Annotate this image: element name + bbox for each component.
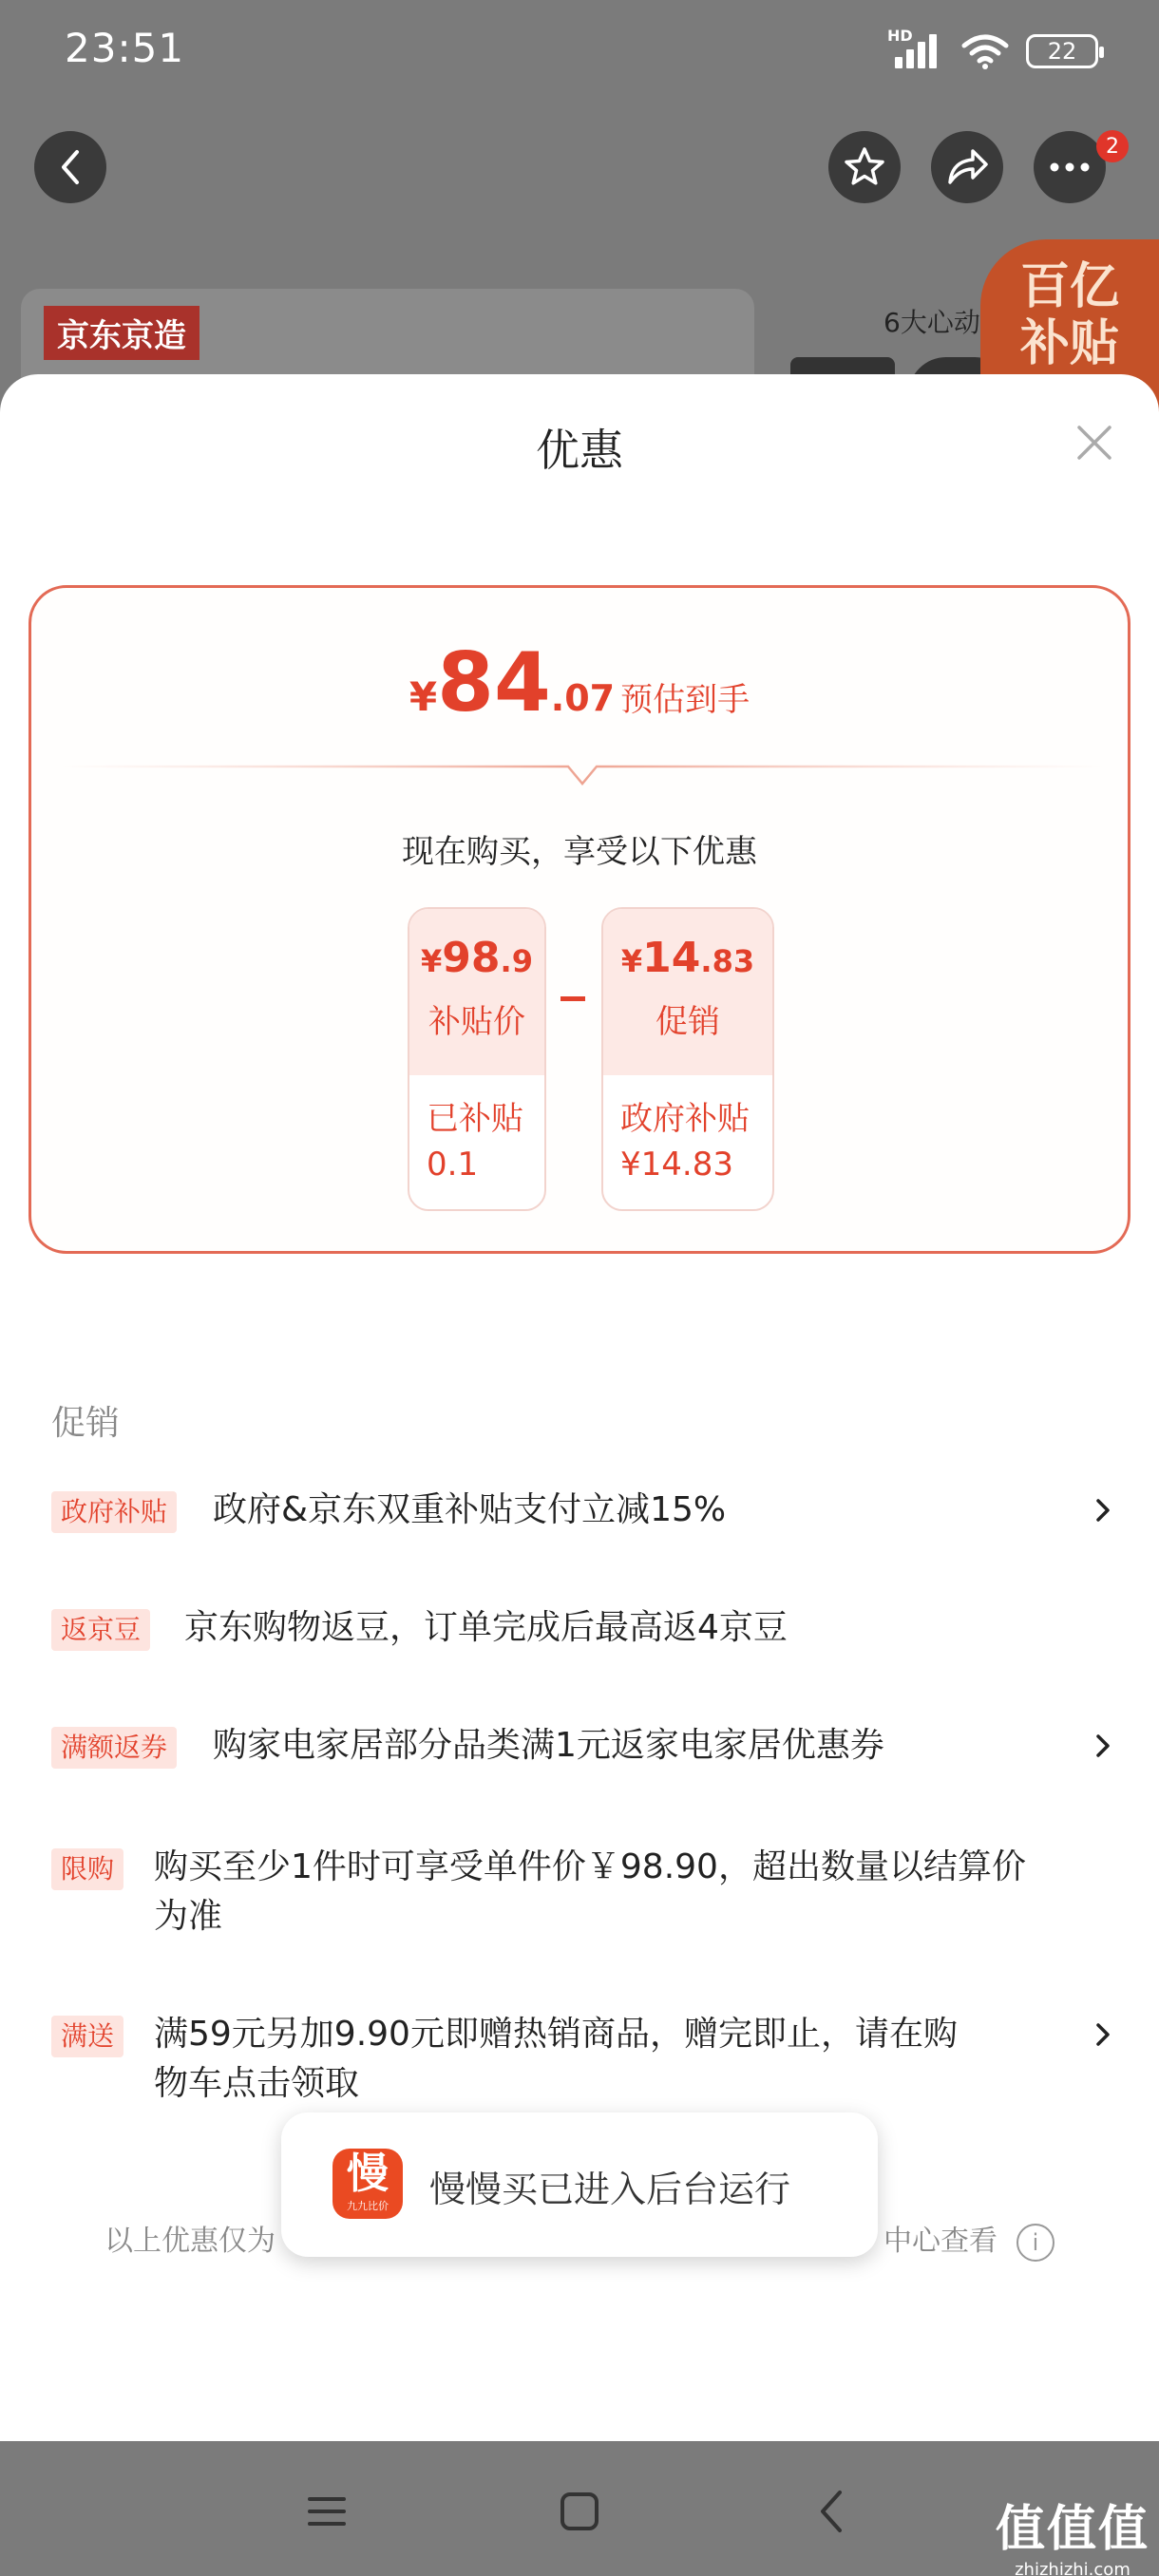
home-icon[interactable] [551, 2483, 608, 2540]
promo-row-gift[interactable] [51, 2016, 1115, 2114]
more-button[interactable] [1034, 131, 1106, 203]
toast-message: 慢慢买已进入后台运行 [429, 2169, 791, 2210]
chevron-right-icon [1092, 2016, 1115, 2054]
system-nav-bar [0, 2441, 1159, 2576]
card-detail-title: 政府补贴 [620, 1100, 750, 1138]
minus-sign [560, 996, 585, 1001]
back-button[interactable] [34, 131, 106, 203]
chevron-left-icon [56, 148, 85, 186]
card-label: 促销 [656, 1003, 720, 1041]
watermark-text: 值值值 [995, 2501, 1150, 2558]
card-price-decimal: .9 [500, 943, 533, 979]
promo-text: 购家电家居部分品类满1元返家电家居优惠券 [213, 1726, 884, 1765]
cellular-signal-icon [887, 27, 944, 72]
promo-text-line: 购买至少1件时可享受单件价￥98.90，超出数量以结算价 [154, 1847, 1026, 1886]
price-decimal: .07 [550, 677, 616, 719]
promo-tag: 满送 [51, 2016, 124, 2057]
more-dots-icon [1047, 161, 1092, 173]
promo-text-line: 满59元另加9.90元即赠热销商品，赠完即止，请在购 [154, 2015, 958, 2054]
card-price-integer: 98 [442, 934, 501, 982]
watermark [996, 2489, 1150, 2576]
promo-text-line: 为准 [154, 1897, 223, 1936]
star-icon [842, 144, 887, 190]
card-header [409, 909, 544, 1075]
chevron-right-icon [1092, 1491, 1115, 1529]
promo-tag: 限购 [51, 1848, 124, 1890]
menu-icon[interactable] [298, 2483, 355, 2540]
promotions-section-title: 促销 [51, 1404, 121, 1443]
price-label: 预估到手 [620, 681, 750, 719]
promotion-card [601, 907, 774, 1211]
battery-level: 22 [1047, 38, 1077, 65]
price-currency: ¥ [408, 673, 438, 720]
status-time: 23:51 [65, 25, 185, 71]
card-price-decimal: .83 [700, 943, 755, 979]
price-summary-card [28, 585, 1130, 1254]
card-label: 补贴价 [428, 1003, 525, 1041]
final-price [31, 635, 1128, 730]
promo-text-line: 物车点击领取 [154, 2064, 360, 2103]
chevron-right-icon [1092, 1727, 1115, 1765]
sheet-title: 优惠 [536, 425, 623, 476]
battery-icon [1026, 34, 1098, 68]
card-detail-title: 已补贴 [427, 1100, 523, 1138]
card-price-integer: 14 [642, 934, 701, 982]
watermark-url: zhizhizhi.com [1015, 2560, 1130, 2576]
promo-row-purchase-limit [51, 1848, 1115, 1947]
footer-note-start: 以上优惠仅为 [104, 2225, 276, 2258]
promo-row-jingdou [51, 1609, 1115, 1657]
buy-now-subtitle: 现在购买，享受以下优惠 [402, 833, 757, 871]
promo-text: 京东购物返豆，订单完成后最高返4京豆 [184, 1608, 788, 1647]
card-detail-value: ¥14.83 [620, 1146, 733, 1184]
promo-tag: 返京豆 [51, 1609, 150, 1651]
status-icons [887, 28, 1098, 74]
info-icon[interactable]: i [1016, 2224, 1054, 2262]
divider-with-notch [60, 757, 1105, 795]
subsidy-badge-line1: 百亿 [1020, 258, 1120, 315]
card-currency: ¥ [421, 943, 443, 979]
footer-note-end: 中心查看 [884, 2225, 998, 2258]
card-currency: ¥ [620, 943, 643, 979]
subsidy-price-card [408, 907, 546, 1211]
promo-tag: 满额返券 [51, 1727, 177, 1769]
share-icon [944, 146, 990, 188]
status-bar [0, 0, 1159, 104]
card-price [409, 934, 544, 982]
network-type-label: HD [887, 27, 913, 45]
background-running-toast [281, 2112, 878, 2257]
card-detail-value: 0.1 [427, 1146, 479, 1184]
back-nav-icon[interactable] [804, 2483, 861, 2540]
promo-tag: 政府补贴 [51, 1491, 177, 1533]
app-icon [332, 2149, 403, 2219]
card-price [603, 934, 772, 982]
favorite-button[interactable] [828, 131, 901, 203]
promo-row-coupon[interactable] [51, 1727, 1115, 1774]
card-detail [409, 1075, 544, 1187]
brand-tag: 京东京造 [44, 306, 200, 360]
background-side-text: 6大心动 [884, 307, 980, 338]
card-header [603, 909, 772, 1075]
notification-badge: 2 [1096, 130, 1129, 162]
share-button[interactable] [931, 131, 1003, 203]
card-detail [603, 1075, 772, 1187]
price-integer: 84 [437, 635, 551, 730]
promo-row-gov-subsidy[interactable] [51, 1491, 1115, 1539]
subsidy-badge-line2: 补贴 [1020, 315, 1120, 372]
promo-text [154, 2010, 1066, 2109]
promo-text: 政府&京东双重补贴支付立减15% [213, 1490, 727, 1529]
app-icon-caption: 九九比价 [347, 2200, 389, 2212]
wifi-icon [961, 32, 1009, 70]
promo-text [154, 1843, 1104, 1941]
close-icon[interactable] [1074, 422, 1115, 464]
app-icon-glyph: 慢 [347, 2150, 389, 2198]
